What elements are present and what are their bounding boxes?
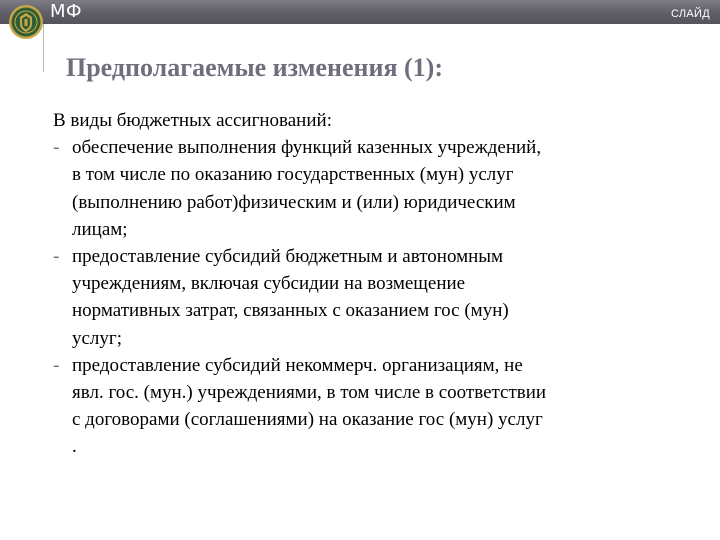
list-item-line: с договорами (соглашениями) на оказание гос (мун) услуг [72,409,543,431]
ministry-emblem-icon [8,4,44,40]
list-item-line: (выполнению работ)физическим и (или) юридическим [72,191,516,213]
list-item [53,352,713,461]
logo-text: МФ [50,1,83,22]
list-item-line: лицам; [72,218,128,240]
list-item-line: предоставление субсидий бюджетным и автономным [72,246,504,268]
list-item-line: обеспечение выполнения функций казенных учреждений, [72,137,542,159]
list-item [53,243,713,352]
list-item-line: нормативных затрат, связанных с оказанием гос (мун) [72,300,509,322]
body-intro: В виды бюджетных ассигнований: [53,110,332,131]
header-bar [0,0,720,24]
list-item-line: предоставление субсидий некоммерч. организациям, не [72,354,523,376]
dash-marker: - [53,137,60,159]
slide-title: Предполагаемые изменения (1): [66,53,443,82]
list-item-line: услуг; [72,327,122,349]
list-item-line: явл. гос. (мун.) учреждениями, в том числе в соответствии [72,382,547,404]
list-item-line: . [72,436,77,458]
divider-line [43,24,44,72]
list-item-line: учреждениям, включая субсидии на возмещение [72,273,466,295]
dash-marker: - [53,354,60,376]
dash-marker: - [53,246,60,268]
slide-label: СЛАЙД [671,8,710,20]
slide-body [53,107,713,461]
list-item-line: в том числе по оказанию государственных (мун) услуг [72,164,514,186]
list-item [53,134,713,243]
